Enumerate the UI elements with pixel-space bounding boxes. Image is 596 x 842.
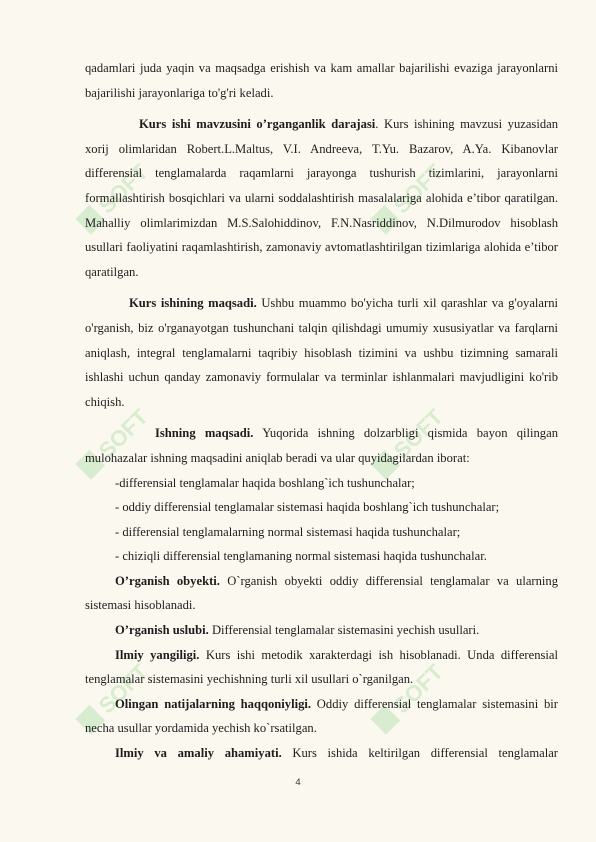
- text-study-level: . Kurs ishining mavzusi yuzasidan xorij olimlaridan Robert.L.Maltus, V.I. Andreeva, T.Yu. Bazarov, A.Ya. Kibanovlar differensial tenglamalarda raqamlarni jarayonga tushurish tizimlarini, jarayonlarni formallashtirish bosqichlari va ularni soddalashtirish masalalariga alohida e’tibor qaratilgan. Mahalliy olimlarimizdan M.S.Salohiddinov, F.N.Nasriddinov, N.Dilmurodov hisoblash usullari faoliyatini raqamlashtirish, zamonaviy avtomatlashtirilgan tizimlariga alohida e’tibor qaratilgan.: [85, 117, 558, 279]
- text-significance: Kurs ishida keltirilgan differensial tenglamalar: [281, 746, 558, 761]
- paragraph-validity: [85, 692, 558, 741]
- paragraph-novelty: [85, 643, 558, 692]
- list-item: - differensial tenglamalarning normal sistemasi haqida tushunchalar;: [115, 524, 461, 539]
- heading-study-level: Kurs ishi mavzusini o’rganganlik darajasi: [139, 117, 376, 132]
- heading-validity: Olingan natijalarning haqqoniyligi.: [115, 696, 312, 711]
- list-item: - oddiy differensial tenglamalar sistemasi haqida boshlang`ich tushunchalar;: [115, 500, 500, 515]
- text-validity: Oddiy differensial tenglamalar sistemasini bir necha usullar yordamida yechish ko`rsatilgan.: [85, 696, 558, 736]
- heading-significance: Ilmiy va amaliy ahamiyati.: [115, 746, 282, 761]
- heading-study-object: O’rganish obyekti.: [115, 573, 220, 588]
- paragraph-work-goal: [85, 421, 558, 470]
- paragraph-study-object: [85, 569, 558, 618]
- paragraph-study-method: [85, 618, 558, 643]
- paragraph-significance: [85, 741, 558, 766]
- svg-text:SOFT: SOFT: [388, 404, 448, 464]
- page-number: 4: [295, 777, 301, 788]
- text-study-method: Differensial tenglamalar sistemasini yechish usullari.: [208, 623, 480, 638]
- text-study-object: O`rganish obyekti oddiy differensial tenglamalar va ularning sistemasi hisoblanadi.: [85, 573, 559, 613]
- heading-study-method: O’rganish uslubi.: [115, 623, 209, 638]
- svg-text:SOFT: SOFT: [93, 404, 153, 464]
- svg-text:SOFT: SOFT: [388, 159, 448, 219]
- list-item: - chiziqli differensial tenglamaning normal sistemasi haqida tushunchalar.: [115, 549, 487, 564]
- page-body: [85, 56, 558, 766]
- paragraph-continuation: qadamlari juda yaqin va maqsadga erishish va kam amallar bajarilishi evaziga jarayonlarni bajarilishi jarayonlariga to'g'ri keladi.: [85, 61, 558, 100]
- svg-text:SOFT: SOFT: [93, 659, 153, 719]
- paragraph-study-level: [85, 112, 558, 284]
- svg-text:SOFT: SOFT: [388, 659, 448, 719]
- heading-work-goal: Ishning maqsadi.: [155, 426, 254, 441]
- heading-course-goal: Kurs ishining maqsadi.: [129, 296, 257, 311]
- text-work-goal: Yuqorida ishning dolzarbligi qismida bayon qilingan mulohazalar ishning maqsadini aniqlab beradi va ular quyidagilardan iborat:: [85, 426, 558, 465]
- paragraph-course-goal: [85, 291, 558, 414]
- svg-text:SOFT: SOFT: [93, 159, 153, 219]
- text-novelty: Kurs ishi metodik xarakterdagi ish hisoblanadi. Unda differensial tenglamalar sistemasini yechishning turli xil usullari o`rganilgan.: [85, 647, 558, 687]
- list-item: -differensial tenglamalar haqida boshlang`ich tushunchalar;: [115, 475, 415, 490]
- text-course-goal: Ushbu muammo bo'yicha turli xil qarashlar va g'oyalarni o'rganish, biz o'rganayotgan tushunchani talqin qilishdagi umumiy xususiyatlar va farqlarni aniqlash, integral tenglamalarni taqribiy hisoblash tizimini va ushbu tizimning samarali ishlashi uchun qanday zamonaviy formulalar va terminlar ishlanmalari mavjudligini ko'rib chiqish.: [85, 296, 558, 409]
- heading-novelty: Ilmiy yangiligi.: [115, 647, 200, 662]
